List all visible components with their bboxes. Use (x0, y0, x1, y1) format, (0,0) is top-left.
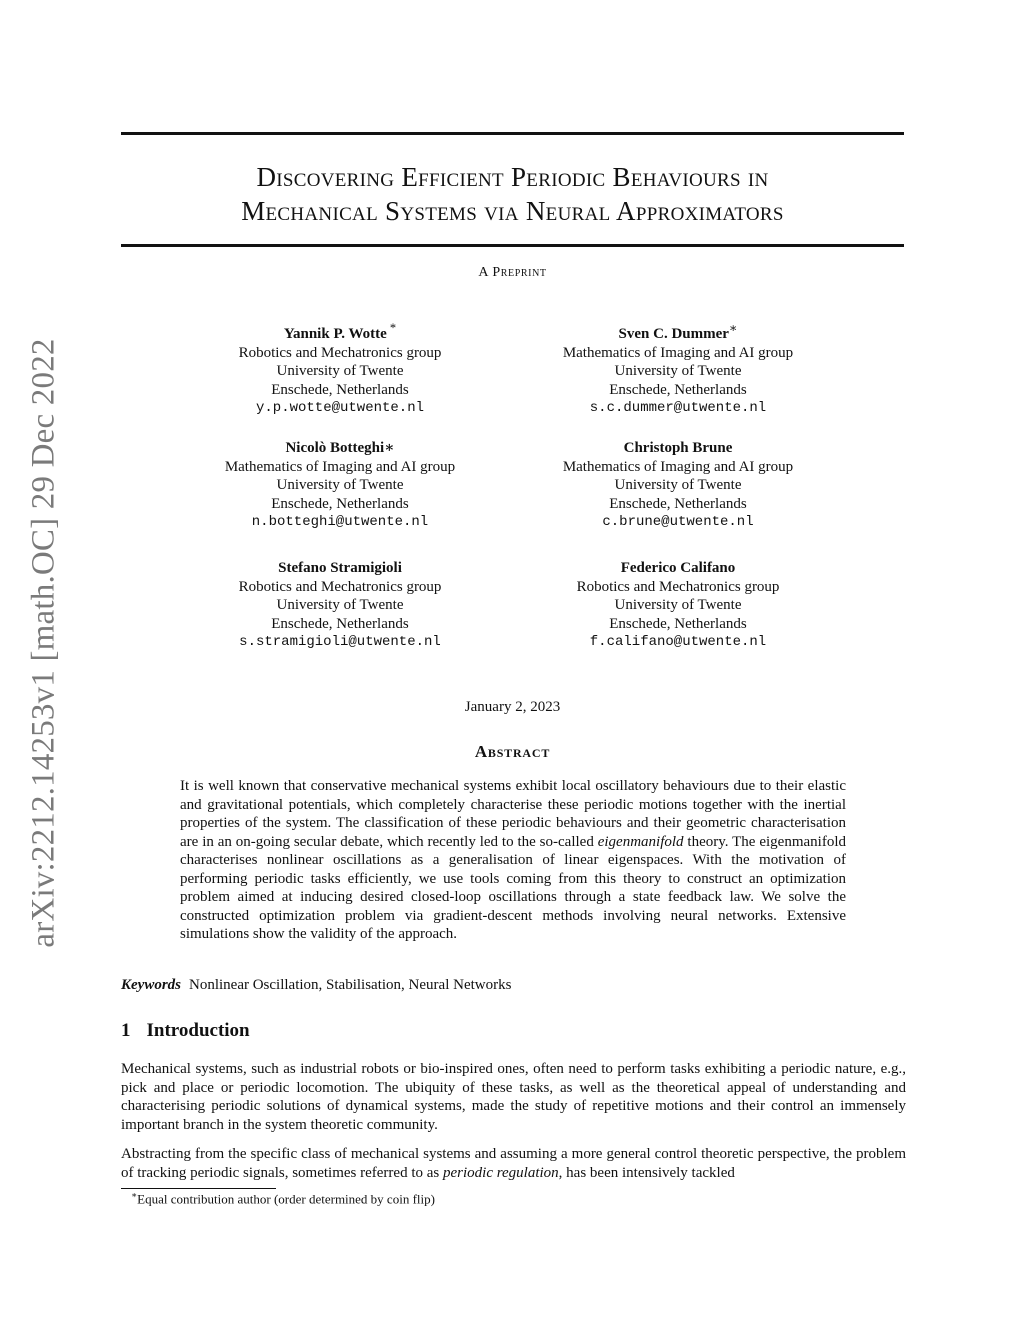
abstract-text-part-1: It is well known that conservative mechanical systems exhibit local oscillatory behaviours due to their elastic and gravitational potentials, which completely characterise these periodic motions together with the inertial properties of the system. The classification of these periodic behaviours and their geometric characterisation are in an on-going secular debate, which recently led to the so-called (180, 778, 846, 850)
author-email[interactable]: s.c.dummer@utwente.nl (589, 400, 767, 416)
author-name: Federico Califano (620, 560, 736, 576)
arxiv-identifier: arXiv:2212.14253v1 [math.OC] 29 Dec 2022 (25, 338, 62, 948)
author-location: Enschede, Netherlands (609, 615, 747, 632)
equal-contribution-mark: * (386, 321, 397, 335)
author-university: University of Twente (276, 597, 404, 613)
equal-contribution-mark: ∗ (728, 321, 738, 335)
abstract-emphasis: eigenmanifold (597, 833, 684, 850)
keywords-text: Nonlinear Oscillation, Stabilisation, Neural Networks (189, 977, 512, 993)
author-name: Sven C. Dummer (618, 326, 729, 342)
author-name: Yannik P. Wotte (283, 326, 387, 342)
section-number: 1 (121, 1020, 131, 1041)
keywords-line (121, 977, 904, 994)
author-location: Enschede, Netherlands (609, 381, 747, 398)
author-email[interactable]: c.brune@utwente.nl (602, 514, 754, 530)
author-university: University of Twente (276, 477, 404, 493)
abstract-text (180, 777, 846, 944)
intro-paragraph-2-part-2: , has been intensively tackled (558, 1164, 735, 1181)
paper-title (121, 160, 904, 228)
author-group: Mathematics of Imaging and AI group (224, 458, 456, 475)
title-top-rule (121, 132, 904, 135)
abstract-heading: Abstract (474, 742, 551, 761)
author-university: University of Twente (614, 477, 742, 493)
author-block-stramigioli (175, 559, 505, 652)
author-block-califano (513, 559, 843, 652)
author-block-botteghi (175, 439, 505, 532)
equal-contribution-mark: ∗ (384, 440, 395, 456)
title-bottom-rule (121, 244, 904, 247)
author-group: Mathematics of Imaging and AI group (562, 458, 794, 475)
footnote-rule (121, 1188, 276, 1189)
intro-paragraph-2-part-1: Abstracting from the specific class of mechanical systems and assuming a more general control theoretic perspective, the problem of tracking periodic signals, sometimes referred to as (121, 1146, 906, 1181)
footnote-text: Equal contribution author (order determined by coin flip) (137, 1191, 435, 1207)
author-block-brune (513, 439, 843, 532)
footnote-mark: ∗ (131, 1190, 138, 1200)
publication-date: January 2, 2023 (464, 699, 561, 715)
title-line-2: Mechanical Systems via Neural Approximators (241, 196, 784, 226)
intro-paragraph-1: Mechanical systems, such as industrial robots or bio-inspired ones, often need to perform tasks exhibiting a periodic nature, e.g., pick and place or periodic locomotion. The ubiquity of these tasks, as well as the theoretical appeal of understanding and characterising periodic solutions of dynamical systems, made the study of repetitive motions and their control an immensely important branch in the system theoretic community. (121, 1061, 906, 1133)
author-name: Nicolò Botteghi (285, 440, 385, 456)
author-email[interactable]: y.p.wotte@utwente.nl (255, 400, 425, 416)
author-university: University of Twente (614, 363, 742, 379)
abstract-text-part-2: theory. The eigenmanifold characterises nonlinear oscillations as a generalisation of linear eigenspaces. With the motivation of performing periodic tasks efficiently, we use tools coming from this theory to construct an optimization problem aimed at inducing desired closed-loop oscillations through a state feedback law. We solve the constructed optimization problem via gradient-descent methods involving neural networks. Extensive simulations show the validity of the approach. (180, 833, 846, 942)
preprint-label: A Preprint (478, 265, 547, 280)
author-block-wotte (175, 319, 505, 418)
section-heading-introduction (121, 1020, 904, 1042)
author-group: Mathematics of Imaging and AI group (562, 344, 794, 361)
author-location: Enschede, Netherlands (609, 495, 747, 512)
author-group: Robotics and Mechatronics group (576, 578, 780, 595)
intro-paragraph-2 (121, 1145, 906, 1182)
author-location: Enschede, Netherlands (271, 495, 409, 512)
author-email[interactable]: s.stramigioli@utwente.nl (239, 634, 441, 650)
section-title: Introduction (146, 1020, 250, 1041)
author-group: Robotics and Mechatronics group (238, 578, 442, 595)
title-line-1: Discovering Efficient Periodic Behaviours in (256, 162, 769, 192)
keywords-label: Keywords (121, 977, 181, 993)
author-group: Robotics and Mechatronics group (238, 344, 442, 361)
author-email[interactable]: n.botteghi@utwente.nl (251, 514, 429, 530)
author-location: Enschede, Netherlands (271, 615, 409, 632)
author-university: University of Twente (276, 363, 404, 379)
author-name: Stefano Stramigioli (278, 560, 402, 576)
author-name: Christoph Brune (623, 440, 733, 456)
author-email[interactable]: f.califano@utwente.nl (589, 634, 767, 650)
footnote (131, 1190, 831, 1207)
author-block-dummer (513, 319, 843, 418)
author-location: Enschede, Netherlands (271, 381, 409, 398)
intro-paragraph-2-emphasis: periodic regulation (442, 1164, 559, 1181)
author-university: University of Twente (614, 597, 742, 613)
